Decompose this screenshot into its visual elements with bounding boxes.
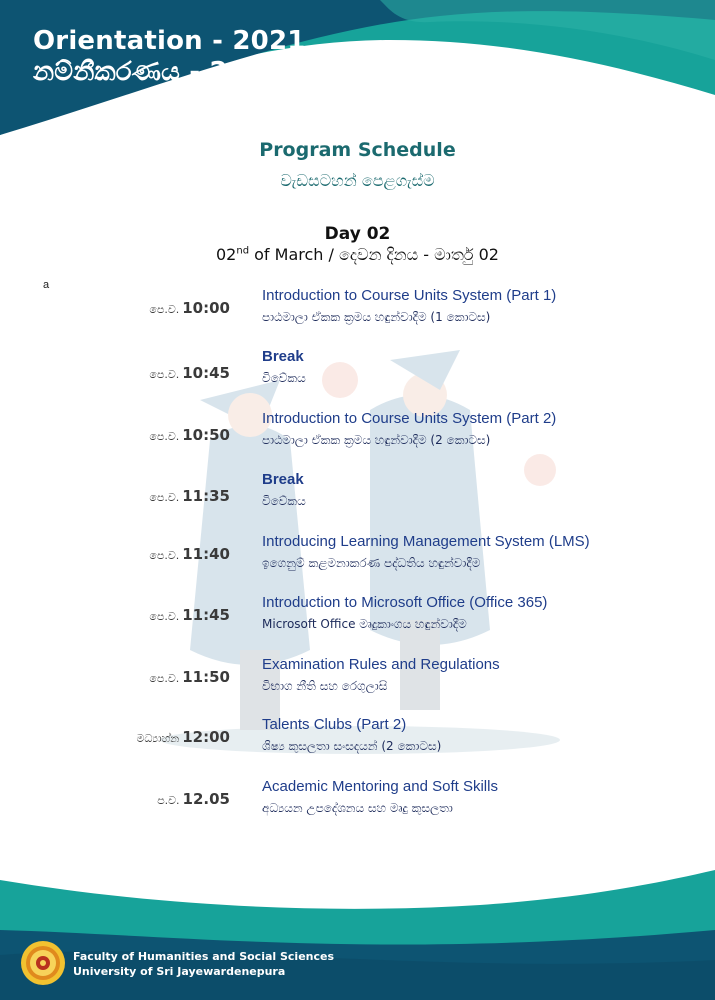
- schedule-time-prefix: පෙ.ව.: [149, 672, 180, 685]
- schedule-subtitle: පාඨමාලා ඒකක ක්‍රමය හඳුන්වාදීම (2 කොටස): [262, 433, 491, 447]
- schedule-title: Talents Clubs (Part 2): [262, 716, 407, 733]
- schedule-time-value: 11:50: [182, 668, 230, 686]
- schedule-time-prefix: පෙ.ව.: [149, 430, 180, 443]
- schedule-time-value: 11:40: [182, 545, 230, 563]
- schedule-time-prefix: පෙ.ව.: [149, 368, 180, 381]
- schedule-time: [149, 364, 230, 382]
- schedule-time-prefix: ප.ව.: [157, 794, 180, 807]
- schedule-title: Introduction to Course Units System (Part 1): [262, 287, 557, 304]
- schedule-subtitle: ශිෂ්‍ය කුසලතා සංසදයන් (2 කොටස): [262, 739, 442, 753]
- schedule-title: Academic Mentoring and Soft Skills: [262, 778, 498, 795]
- schedule-time-value: 11:45: [182, 606, 230, 624]
- schedule-title: Examination Rules and Regulations: [262, 656, 500, 673]
- schedule-item: [0, 533, 715, 593]
- schedule-time-value: 11:35: [182, 487, 230, 505]
- schedule-time: [149, 299, 230, 317]
- schedule-time-prefix: මධ්‍යාහ්න: [136, 732, 180, 745]
- schedule-item: [0, 594, 715, 654]
- schedule-time: [149, 487, 230, 505]
- schedule-time-value: 10:45: [182, 364, 230, 382]
- schedule-subtitle: Microsoft Office මෘදුකාංගය හඳුන්වාදීම: [262, 617, 467, 631]
- schedule-subtitle: පාඨමාලා ඒකක ක්‍රමය හඳුන්වාදීම (1 කොටස): [262, 310, 491, 324]
- schedule-item: [0, 287, 715, 347]
- schedule-time-value: 12:00: [182, 728, 230, 746]
- day-date-suffix: nd: [236, 245, 250, 257]
- schedule-item: [0, 471, 715, 531]
- schedule-time-value: 12.05: [182, 790, 230, 808]
- schedule-time-value: 10:50: [182, 426, 230, 444]
- day-date-number: 02: [216, 245, 237, 264]
- schedule-item: [0, 778, 715, 838]
- program-title: Program Schedule: [259, 139, 456, 161]
- schedule-item: [0, 656, 715, 716]
- footer-text: [73, 949, 334, 979]
- schedule-subtitle: විභාග නීති සහ රෙගුලාසි: [262, 679, 388, 693]
- schedule-time-prefix: පෙ.ව.: [149, 303, 180, 316]
- header-title: [33, 26, 306, 88]
- schedule-time-prefix: පෙ.ව.: [149, 549, 180, 562]
- schedule-item: [0, 348, 715, 408]
- schedule-title: Break: [262, 348, 304, 365]
- university-seal-icon: [20, 940, 66, 986]
- schedule-time: [149, 606, 230, 624]
- schedule-time-prefix: පෙ.ව.: [149, 491, 180, 504]
- program-subtitle: වැඩසටහන් පෙළගැස්ම: [280, 171, 435, 190]
- schedule-time: [149, 545, 230, 563]
- footer-university: University of Sri Jayewardenepura: [73, 965, 286, 978]
- schedule-time-prefix: පෙ.ව.: [149, 610, 180, 623]
- header-title-english: Orientation - 2021: [33, 26, 306, 56]
- day-date: [0, 245, 715, 265]
- day-title: Day 02: [324, 224, 391, 244]
- schedule-title: Introduction to Microsoft Office (Office 365): [262, 594, 548, 611]
- stray-mark: a: [43, 279, 50, 291]
- schedule-time: [149, 668, 230, 686]
- header-title-sinhala: නම්නීකරණය - 2021: [33, 57, 283, 87]
- schedule-title: Introduction to Course Units System (Part 2): [262, 410, 557, 427]
- schedule-item: [0, 716, 715, 776]
- schedule-time: [137, 728, 231, 746]
- schedule-subtitle: විවේකය: [262, 371, 306, 385]
- schedule-time: [157, 790, 230, 808]
- schedule-time: [149, 426, 230, 444]
- schedule-subtitle: ඉගෙනුම් කළමනාකරණ පද්ධතිය හඳුන්වාදීම: [262, 556, 481, 570]
- schedule-subtitle: අධ්‍යයන උපදේශනය සහ මෘදු කුසලතා: [262, 801, 453, 815]
- schedule-title: Introducing Learning Management System (LMS): [262, 533, 590, 550]
- schedule-title: Break: [262, 471, 304, 488]
- schedule-time-value: 10:00: [182, 299, 230, 317]
- footer-faculty: Faculty of Humanities and Social Sciences: [73, 950, 335, 963]
- day-date-text: of March / දෙවන දිනය - මාර්තු 02: [249, 245, 499, 264]
- schedule-item: [0, 410, 715, 470]
- schedule-subtitle: විවේකය: [262, 494, 306, 508]
